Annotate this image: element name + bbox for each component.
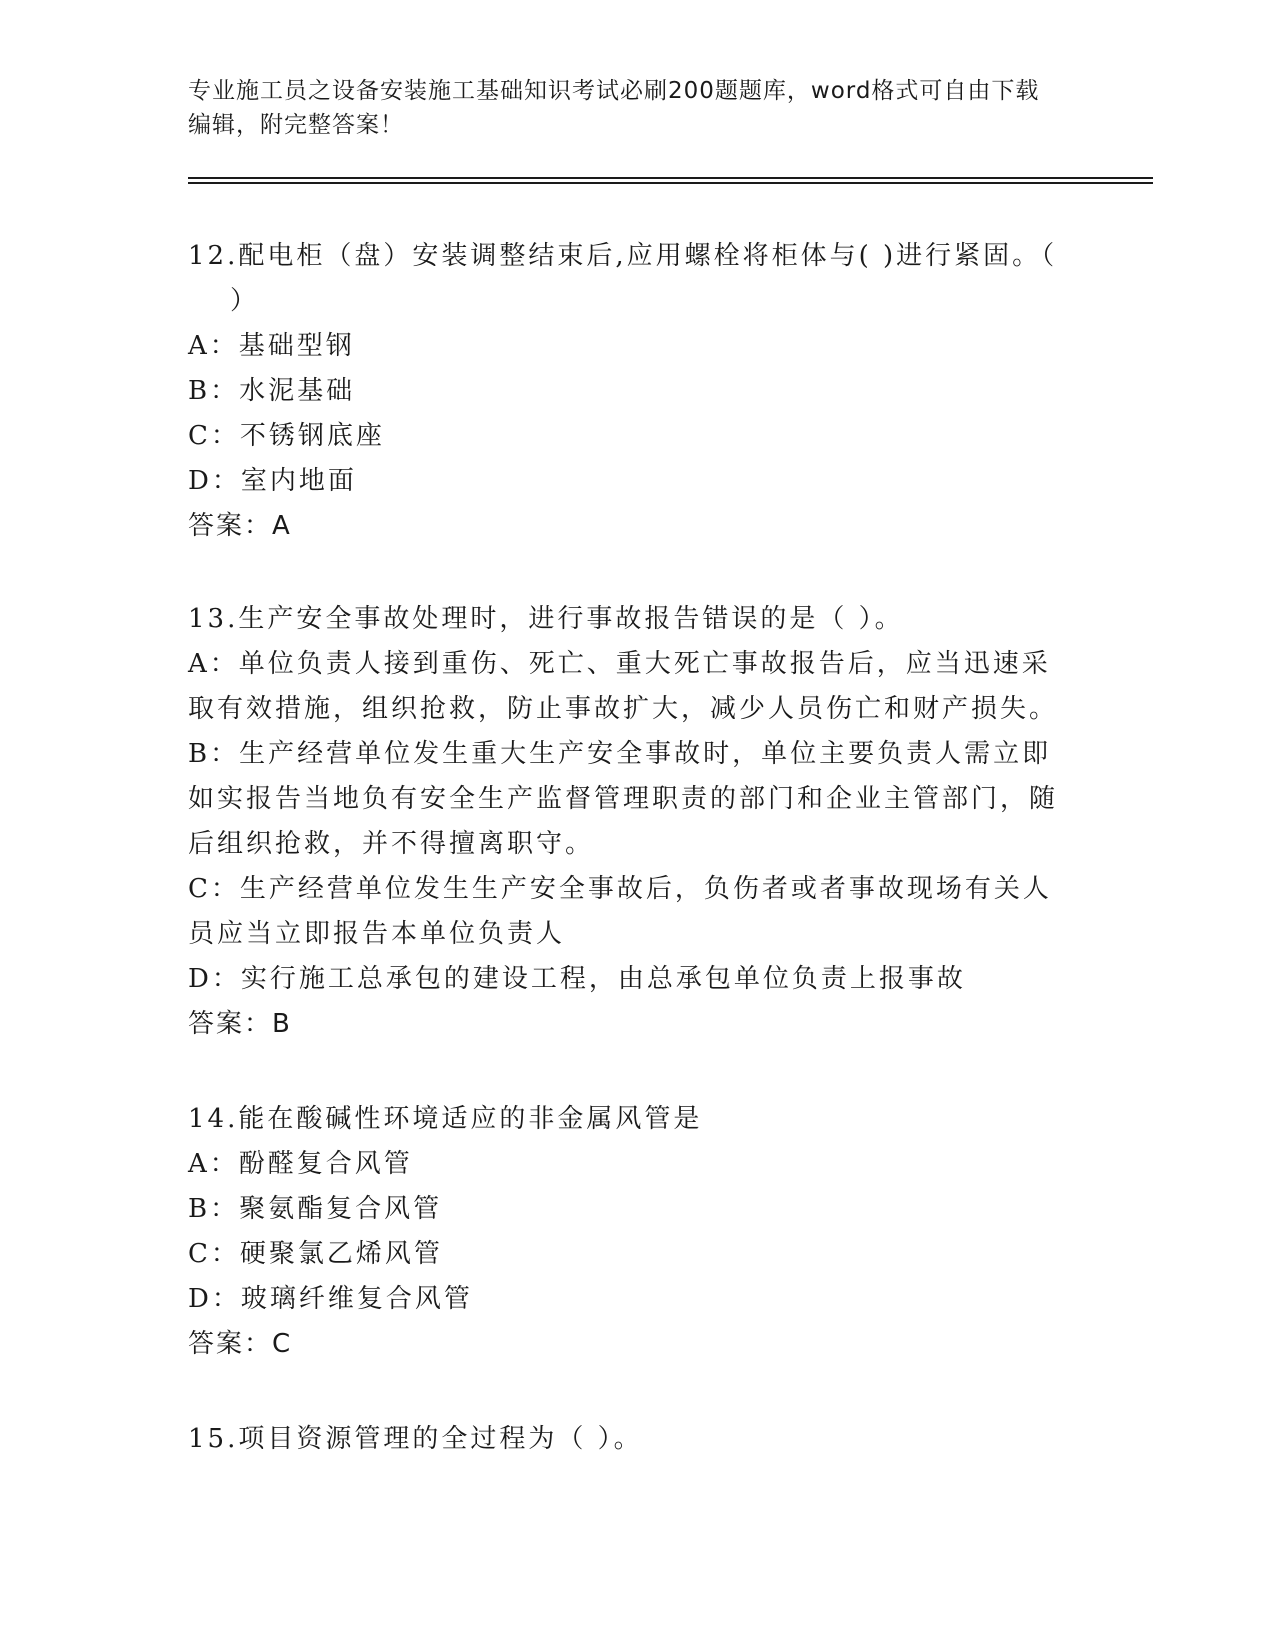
option-d: D：实行施工总承包的建设工程，由总承包单位负责上报事故 [188, 964, 966, 994]
question-stem: 15.项目资源管理的全过程为（ ）。 [188, 1424, 643, 1454]
option-c: C：硬聚氯乙烯风管 [188, 1239, 443, 1269]
answer: 答案：C [188, 1329, 293, 1359]
option-d: D：室内地面 [188, 466, 357, 496]
answer: 答案：B [188, 1009, 292, 1039]
option-c: C：不锈钢底座 [188, 421, 385, 451]
question-stem: 13.生产安全事故处理时，进行事故报告错误的是（ ）。 [188, 604, 904, 634]
option-b: B：聚氨酯复合风管 [188, 1194, 443, 1224]
header-line-1: 专业施工员之设备安装施工基础知识考试必刷200题题库，word格式可自由下载 [188, 78, 1040, 104]
option-a: A：基础型钢 [188, 331, 355, 361]
header-line-2: 编辑，附完整答案！ [188, 112, 404, 138]
option-c: C：生产经营单位发生生产安全事故后，负伤者或者事故现场有关人员应当立即报告本单位负责人 [188, 874, 1052, 949]
option-b: B：生产经营单位发生重大生产安全事故时，单位主要负责人需立即如实报告当地负有安全生产监督管理职责的部门和企业主管部门，随后组织抢救，并不得擅离职守。 [188, 739, 1059, 859]
answer: 答案：A [188, 511, 292, 541]
option-a: A：酚醛复合风管 [188, 1149, 413, 1179]
document-header [188, 74, 1068, 142]
question-13 [188, 597, 1068, 1047]
question-stem-text: 12.配电柜（盘）安装调整结束后,应用螺栓将柜体与( )进行紧固。（ [188, 241, 1058, 271]
option-d: D：玻璃纤维复合风管 [188, 1284, 473, 1314]
question-15 [188, 1417, 1068, 1462]
header-rule-bottom [188, 182, 1153, 184]
question-12 [188, 234, 1068, 549]
header-rule-top [188, 177, 1153, 179]
question-14 [188, 1097, 1068, 1367]
option-b: B：水泥基础 [188, 376, 356, 406]
option-a: A：单位负责人接到重伤、死亡、重大死亡事故报告后，应当迅速采取有效措施，组织抢救，防止事故扩大，减少人员伤亡和财产损失。 [188, 649, 1059, 724]
question-stem-continuation: ） [230, 286, 260, 316]
question-stem: 14.能在酸碱性环境适应的非金属风管是 [188, 1104, 703, 1134]
question-stem [188, 234, 1068, 324]
